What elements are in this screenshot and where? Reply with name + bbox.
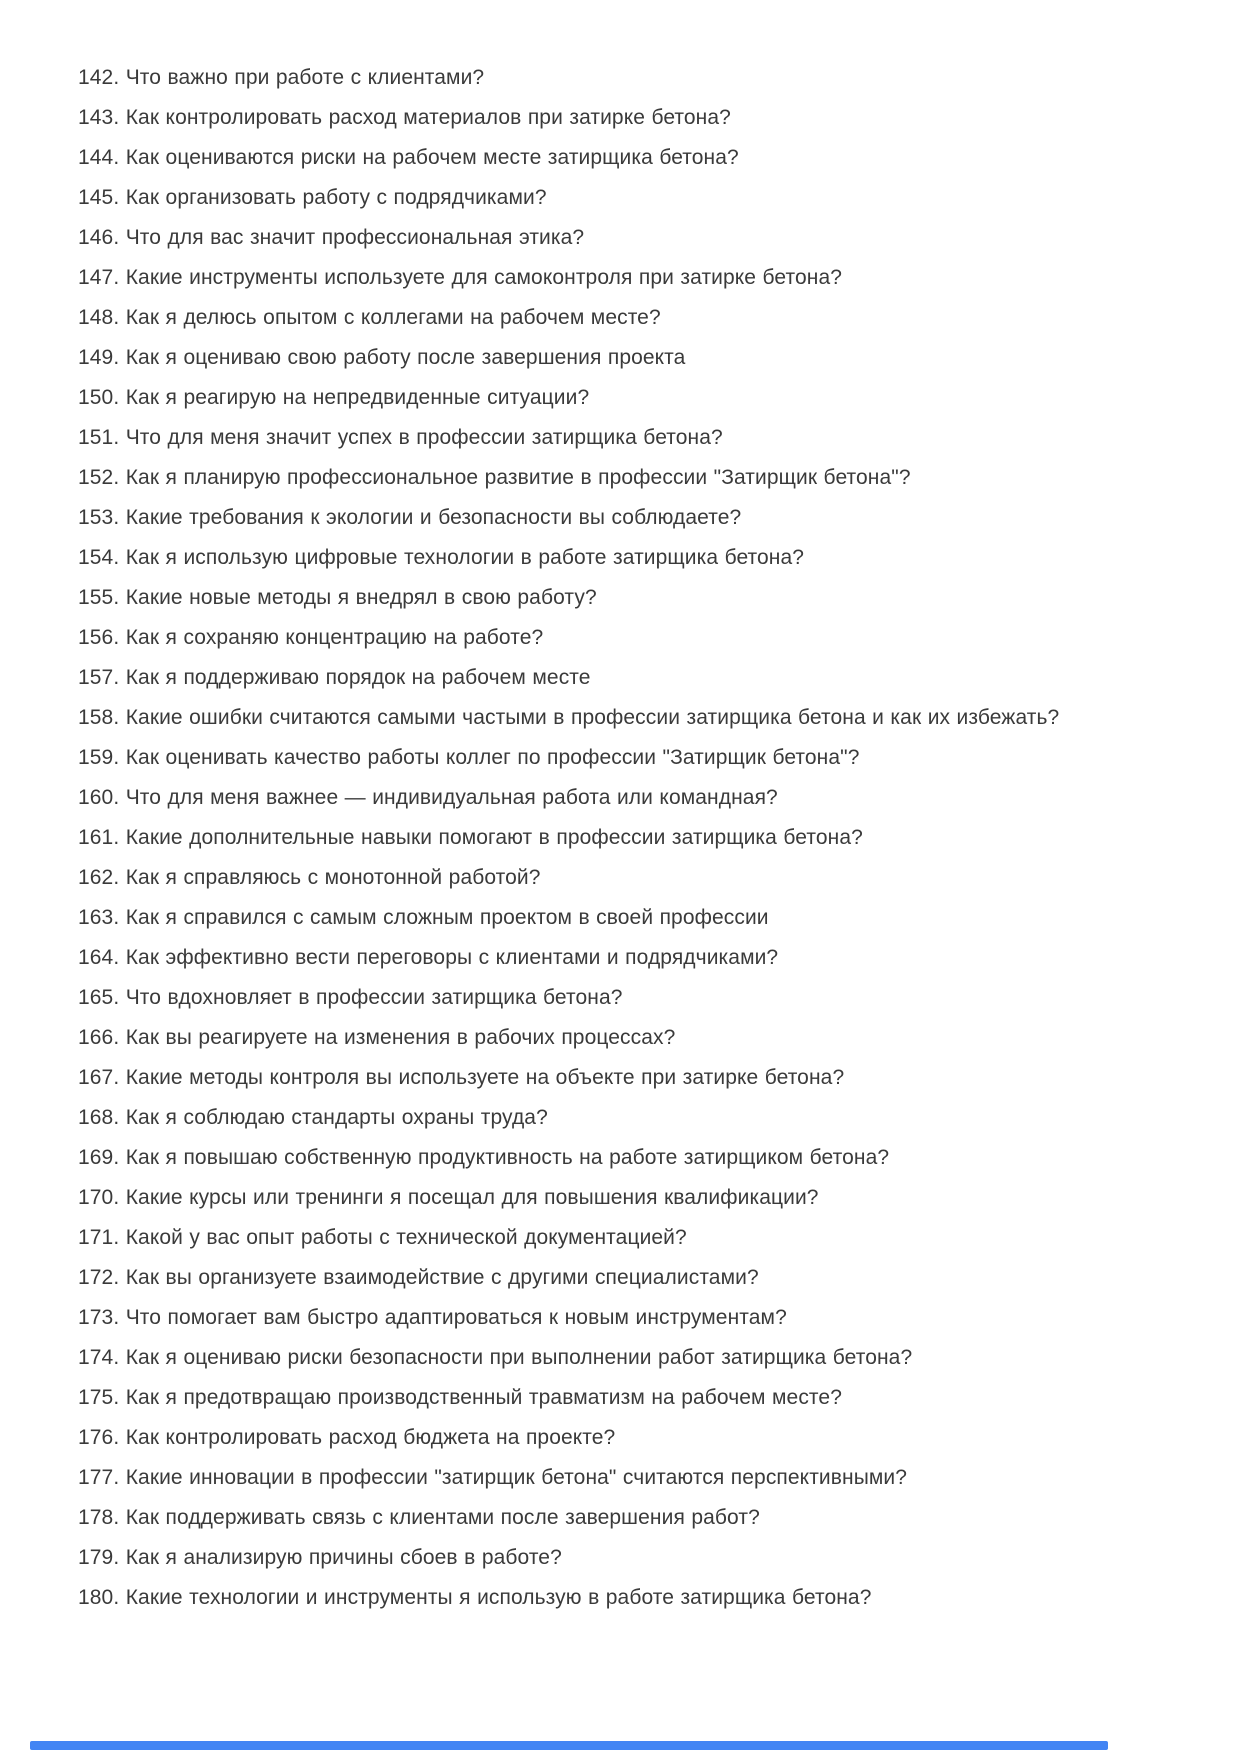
question-item: 178. Как поддерживать связь с клиентами после завершения работ? — [78, 1506, 760, 1529]
question-item: 162. Как я справляюсь с монотонной работой? — [78, 866, 541, 889]
question-item: 146. Что для вас значит профессиональная этика? — [78, 226, 585, 249]
question-item: 174. Как я оцениваю риски безопасности при выполнении работ затирщика бетона? — [78, 1346, 913, 1369]
question-item: 142. Что важно при работе с клиентами? — [78, 66, 485, 89]
question-item: 160. Что для меня важнее — индивидуальная работа или командная? — [78, 786, 778, 809]
question-item: 167. Какие методы контроля вы используете на объекте при затирке бетона? — [78, 1066, 845, 1089]
question-item: 144. Как оцениваются риски на рабочем месте затирщика бетона? — [78, 146, 739, 169]
question-item: 155. Какие новые методы я внедрял в свою работу? — [78, 586, 597, 609]
question-item: 161. Какие дополнительные навыки помогают в профессии затирщика бетона? — [78, 826, 863, 849]
question-item: 145. Как организовать работу с подрядчиками? — [78, 186, 547, 209]
question-item: 165. Что вдохновляет в профессии затирщика бетона? — [78, 986, 623, 1009]
question-item: 172. Как вы организуете взаимодействие с другими специалистами? — [78, 1266, 759, 1289]
question-item: 151. Что для меня значит успех в профессии затирщика бетона? — [78, 426, 723, 449]
question-item: 173. Что помогает вам быстро адаптироваться к новым инструментам? — [78, 1306, 787, 1329]
question-item: 153. Какие требования к экологии и безопасности вы соблюдаете? — [78, 506, 742, 529]
question-item: 154. Как я использую цифровые технологии в работе затирщика бетона? — [78, 546, 805, 569]
bottom-blue-bar — [30, 1741, 1108, 1750]
question-item: 180. Какие технологии и инструменты я использую в работе затирщика бетона? — [78, 1586, 872, 1609]
question-item: 171. Какой у вас опыт работы с технической документацией? — [78, 1226, 687, 1249]
question-item: 170. Какие курсы или тренинги я посещал для повышения квалификации? — [78, 1186, 819, 1209]
question-item: 157. Как я поддерживаю порядок на рабочем месте — [78, 666, 591, 689]
question-item: 164. Как эффективно вести переговоры с клиентами и подрядчиками? — [78, 946, 779, 969]
question-item: 168. Как я соблюдаю стандарты охраны труда? — [78, 1106, 548, 1129]
question-item: 152. Как я планирую профессиональное развитие в профессии "Затирщик бетона"? — [78, 466, 911, 489]
question-item: 176. Как контролировать расход бюджета на проекте? — [78, 1426, 616, 1449]
question-item: 158. Какие ошибки считаются самыми частыми в профессии затирщика бетона и как их избежать? — [78, 706, 1060, 729]
question-item: 159. Как оценивать качество работы коллег по профессии "Затирщик бетона"? — [78, 746, 860, 769]
question-item: 175. Как я предотвращаю производственный травматизм на рабочем месте? — [78, 1386, 842, 1409]
question-item: 143. Как контролировать расход материалов при затирке бетона? — [78, 106, 731, 129]
question-item: 179. Как я анализирую причины сбоев в работе? — [78, 1546, 562, 1569]
question-item: 169. Как я повышаю собственную продуктивность на работе затирщиком бетона? — [78, 1146, 890, 1169]
question-item: 148. Как я делюсь опытом с коллегами на рабочем месте? — [78, 306, 661, 329]
question-item: 163. Как я справился с самым сложным проектом в своей профессии — [78, 906, 769, 929]
question-item: 150. Как я реагирую на непредвиденные ситуации? — [78, 386, 590, 409]
question-item: 166. Как вы реагируете на изменения в рабочих процессах? — [78, 1026, 676, 1049]
question-item: 149. Как я оцениваю свою работу после завершения проекта — [78, 346, 686, 369]
question-item: 156. Как я сохраняю концентрацию на работе? — [78, 626, 544, 649]
question-item: 147. Какие инструменты используете для самоконтроля при затирке бетона? — [78, 266, 843, 289]
question-item: 177. Какие инновации в профессии "затирщик бетона" считаются перспективными? — [78, 1466, 908, 1489]
